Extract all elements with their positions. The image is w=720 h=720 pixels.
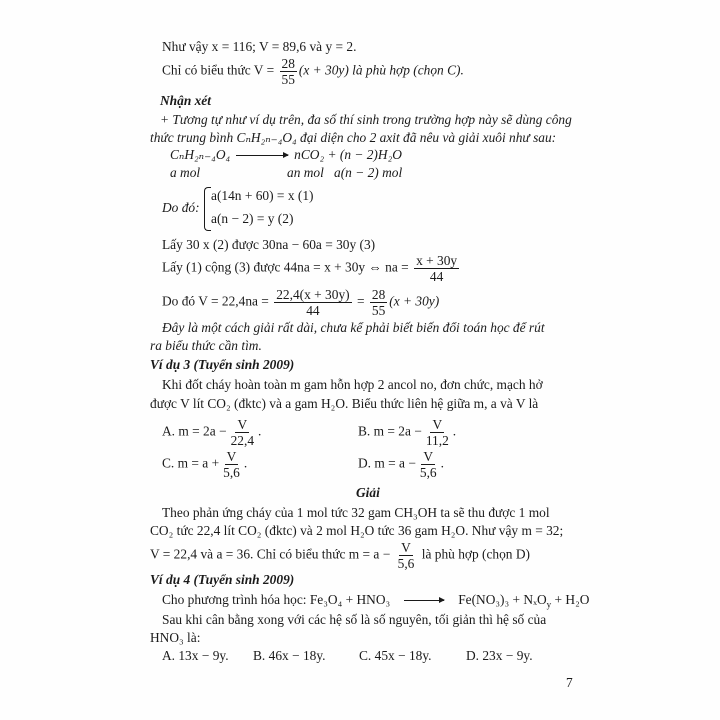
text: A. m = 2a − — [162, 423, 227, 439]
do-do-label: Do đó: — [162, 200, 200, 215]
arrow-icon — [236, 155, 288, 156]
text: (x + 30y) là phù hợp (chọn C). — [298, 62, 464, 78]
formula-line — [162, 56, 464, 87]
denominator: 5,6 — [419, 465, 437, 480]
formula-line — [162, 287, 439, 318]
subscript: y — [546, 599, 552, 610]
arrow-icon — [404, 600, 444, 601]
text-line: được V lít CO₂ (đktc) và a gam H₂O. Biểu thức liên hệ giữa m, a và V là — [150, 396, 539, 411]
fraction — [229, 417, 256, 448]
text: D. m = a − — [358, 455, 416, 471]
heading-nhan-xet: Nhận xét — [160, 93, 211, 108]
text: Chỉ có biểu thức V = — [162, 62, 275, 78]
reactant: CₙH₂ₙ₋₄O₄ — [170, 147, 231, 162]
numerator: 22,4(x + 30y) — [276, 287, 350, 302]
denominator: 5,6 — [223, 465, 240, 480]
mol-an: an mol — [287, 165, 324, 180]
fraction — [424, 417, 451, 448]
numerator: V — [237, 417, 248, 432]
option-b: B. 46x − 18y. — [253, 648, 326, 663]
fraction — [414, 253, 459, 284]
text-line: Lấy 30 x (2) được 30na − 60a = 30y (3) — [162, 237, 376, 252]
text: là phù hợp (chọn D) — [421, 546, 530, 562]
option-c: C. 45x − 18y. — [359, 648, 432, 663]
text: V = 22,4 và a = 36. Chỉ có biểu thức m = a − — [150, 546, 391, 562]
mol-a: a mol — [170, 165, 201, 180]
equation-2: a(n − 2) = y (2) — [211, 211, 294, 226]
formula-line — [150, 540, 530, 571]
denominator: 55 — [371, 303, 386, 318]
numerator: V — [423, 449, 434, 464]
mol-an2: a(n − 2) mol — [334, 165, 403, 180]
denominator: 44 — [429, 269, 444, 284]
products: nCO₂ + (n − 2)H₂O — [294, 147, 402, 162]
text: (x + 30y) — [389, 293, 440, 309]
text: . — [440, 455, 444, 471]
denominator: 22,4 — [230, 433, 255, 448]
option-d: D. 23x − 9y. — [466, 648, 533, 663]
heading-example-4: Ví dụ 4 (Tuyển sinh 2009) — [150, 572, 295, 587]
fraction — [274, 287, 351, 318]
brace-icon — [204, 187, 211, 231]
text-line: + Tương tự như ví dụ trên, đa số thí sinh trong trường hợp này sẽ dùng công — [160, 112, 572, 127]
denominator: 5,6 — [397, 556, 415, 571]
option-c — [162, 449, 247, 480]
numerator: V — [226, 449, 237, 464]
option-a — [162, 417, 261, 448]
text: Do đó V = 22,4na = — [162, 293, 269, 309]
reaction-line — [162, 592, 589, 613]
fraction — [396, 540, 417, 571]
reaction-line — [170, 147, 402, 163]
equation-1: a(14n + 60) = x (1) — [211, 188, 314, 203]
option-d — [358, 449, 444, 480]
text-line: Khi đốt cháy hoàn toàn m gam hỗn hợp 2 ancol no, đơn chức, mạch hở — [162, 377, 543, 392]
option-a: A. 13x − 9y. — [162, 648, 229, 663]
text-line: Sau khi cân bằng xong với các hệ số là số nguyên, tối giản thì hệ số của — [162, 612, 547, 627]
text: = — [356, 293, 365, 309]
text-line: thức trung bình CₙH₂ₙ₋₄O₄ đại diện cho 2 axit đã nêu và giải xuôi như sau: — [150, 130, 557, 145]
heading-giai: Giải — [356, 485, 380, 500]
denominator: 44 — [306, 303, 320, 318]
text: Fe(NO₃)₃ + NₓO — [458, 592, 547, 607]
fraction — [418, 449, 439, 480]
heading-example-3: Ví dụ 3 (Tuyển sinh 2009) — [150, 357, 295, 372]
text: . — [243, 455, 248, 471]
text: B. m = 2a − — [358, 423, 422, 439]
text-line: Theo phản ứng cháy của 1 mol tức 32 gam CH₃OH ta sẽ thu được 1 mol — [162, 505, 550, 520]
denominator: 11,2 — [425, 433, 449, 448]
option-b — [358, 417, 456, 448]
text-line: Như vậy x = 116; V = 89,6 và y = 2. — [162, 39, 357, 54]
numerator: x + 30y — [416, 253, 458, 268]
text-line: ra biểu thức cần tìm. — [150, 338, 262, 353]
numerator: 28 — [281, 56, 295, 71]
numerator: 28 — [371, 287, 386, 302]
text-line: Đây là một cách giải rất dài, chưa kể phải biết biến đổi toán học để rút — [162, 320, 545, 335]
text-line: CO₂ tức 22,4 lít CO₂ (đktc) và 2 mol H₂O tức 36 gam H₂O. Như vậy m = 32; — [150, 523, 564, 538]
text: . — [258, 423, 262, 439]
denominator: 55 — [281, 72, 295, 87]
fraction — [370, 287, 387, 318]
text: C. m = a + — [162, 455, 220, 471]
numerator: V — [401, 540, 411, 555]
fraction — [280, 56, 297, 87]
text: Cho phương trình hóa học: Fe₃O₄ + HNO₃ — [162, 592, 391, 607]
text: + H₂O — [551, 592, 590, 607]
page-number: 7 — [566, 675, 573, 690]
text: Lấy (1) cộng (3) được 44na = x + 30y ⇔ na = — [162, 259, 409, 275]
formula-line — [162, 253, 461, 284]
numerator: V — [432, 417, 443, 432]
fraction — [221, 449, 242, 480]
text: . — [452, 423, 457, 439]
text-line: HNO₃ là: — [150, 630, 201, 645]
